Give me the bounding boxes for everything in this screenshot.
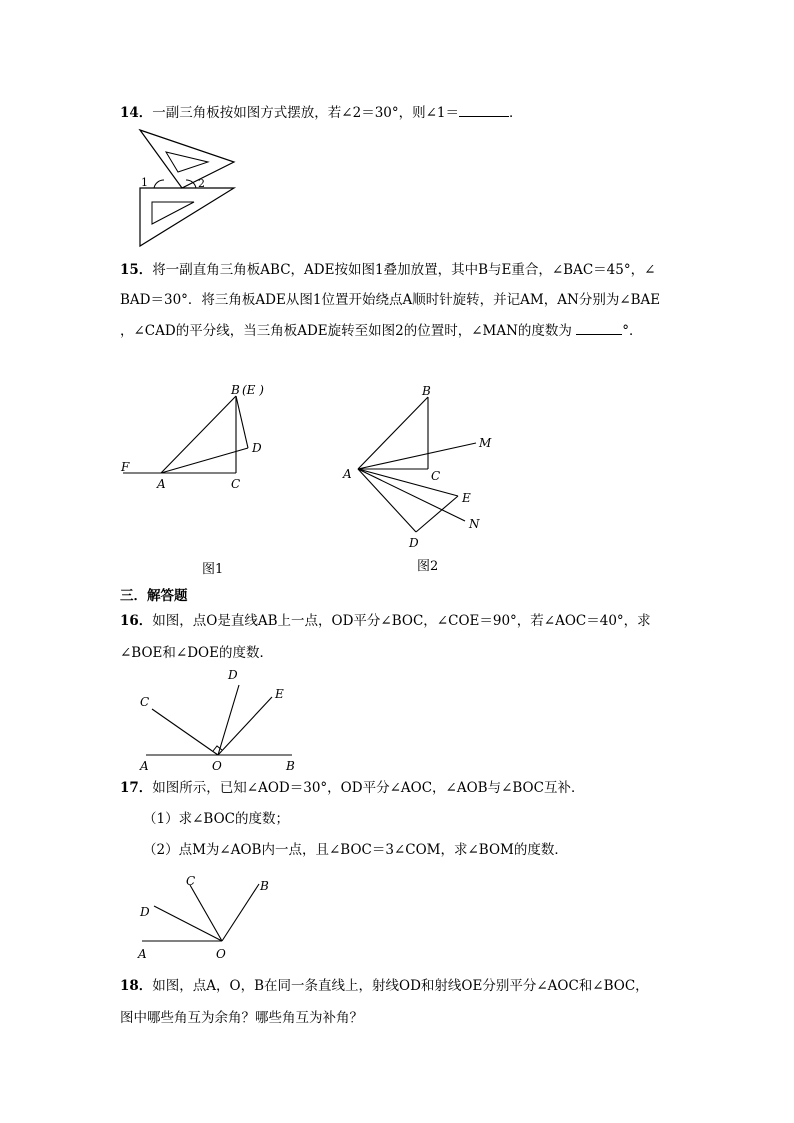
- q15-line2: [120, 291, 660, 309]
- q14-upper-triangle: [140, 130, 234, 188]
- q14-end: ．: [509, 105, 523, 121]
- fig2-label-B: B: [422, 384, 431, 398]
- fig2-label-M: M: [479, 436, 492, 450]
- section-3-title: 三．解答题: [120, 588, 188, 604]
- q15-line1: [120, 261, 655, 279]
- fig2-caption: 图2: [417, 559, 439, 574]
- q14-angle1-arc: [154, 180, 164, 188]
- q16-figure: [132, 664, 307, 776]
- fig2-line-AN: [358, 469, 465, 521]
- fig1-label-E: (E ): [242, 383, 264, 397]
- fig1-caption: 图1: [202, 562, 224, 577]
- q17-text-line1: 如图所示，已知∠AOD＝30°，OD平分∠AOC，∠AOB与∠BOC互补．: [152, 780, 585, 796]
- q16-text-line2: ∠BOE和∠DOE的度数．: [120, 645, 273, 661]
- q17-figure: [132, 868, 282, 964]
- q14-stem: 一副三角板按如图方式摆放，若∠2＝30°，则∠1＝: [152, 105, 460, 121]
- q14-upper-triangle-inner: [166, 152, 208, 172]
- q16-label-C: C: [140, 695, 150, 709]
- q15-line3: [120, 322, 642, 340]
- q16-line-OC: [152, 709, 218, 755]
- q14-answer-blank[interactable]: [459, 104, 509, 117]
- q18-line2: [120, 1009, 363, 1027]
- q18-text-line1: 如图，点A，O，B在同一条直线上，射线OD和射线OE分别平分∠AOC和∠BOC，: [152, 978, 649, 994]
- q16-line-OE: [218, 697, 272, 755]
- q16-label-D: D: [228, 668, 238, 682]
- q16-label-O: O: [212, 759, 222, 773]
- q14-number: 14．: [120, 105, 153, 121]
- q17-label-C: C: [186, 874, 196, 888]
- q16-line1: [120, 612, 651, 630]
- q15-answer-blank[interactable]: [576, 322, 622, 335]
- fig2-label-E: E: [462, 491, 471, 505]
- fig2-line-AE: [358, 469, 458, 496]
- fig1-label-D: D: [252, 441, 262, 455]
- fig2-line-AB: [358, 397, 428, 469]
- q18-text-line2: 图中哪些角互为余角？哪些角互为补角？: [120, 1010, 363, 1026]
- fig2-label-A: A: [343, 467, 352, 481]
- q17-line-OB: [222, 884, 259, 941]
- q14-figure: [130, 128, 240, 250]
- q17-label-B: B: [260, 879, 269, 893]
- q17-label-O: O: [216, 947, 226, 961]
- q16-label-A: A: [140, 759, 149, 773]
- q14-label-1: 1: [141, 176, 148, 189]
- q15-number: 15．: [120, 262, 153, 278]
- fig1-line-BD: [236, 396, 248, 448]
- q14-lower-triangle: [140, 188, 234, 246]
- q18-number: 18．: [120, 978, 153, 994]
- q14-text: [120, 104, 523, 122]
- q15-text-line1: 将一副直角三角板ABC，ADE按如图1叠加放置，其中B与E重合，∠BAC＝45°，∠: [152, 262, 656, 278]
- q17-label-A: A: [138, 947, 147, 961]
- fig1-label-F: F: [121, 460, 130, 474]
- fig1-line-AD: [161, 448, 248, 473]
- fig1-line-AB: [161, 396, 236, 473]
- q15-text-line2: BAD＝30°．将三角板ADE从图1位置开始绕点A顺时针旋转，并记AM，AN分别为∠BAE: [120, 292, 661, 308]
- q14-lower-triangle-inner: [152, 202, 194, 224]
- q17-line1: [120, 779, 584, 797]
- q15-figure2: [338, 380, 508, 580]
- q15-figure1: [115, 380, 285, 580]
- q18-line1: [120, 977, 649, 995]
- q16-number: 16．: [120, 613, 153, 629]
- fig1-label-B: B: [231, 383, 240, 397]
- q17-part2: （2）点M为∠AOB内一点，且∠BOC＝3∠COM，求∠BOM的度数．: [143, 842, 568, 858]
- q17-label-D: D: [140, 905, 150, 919]
- q16-line2: [120, 644, 273, 662]
- q14-label-2: 2: [198, 177, 205, 190]
- fig2-label-N: N: [469, 517, 480, 531]
- q17-number: 17．: [120, 780, 153, 796]
- fig2-label-D: D: [409, 536, 419, 550]
- q15-text-line3b: °．: [622, 323, 643, 339]
- q16-label-E: E: [275, 687, 284, 701]
- q15-text-line3a: ，∠CAD的平分线，当三角板ADE旋转至如图2的位置时，∠MAN的度数为: [120, 323, 572, 339]
- fig2-line-AD: [358, 469, 416, 532]
- q16-label-B: B: [286, 759, 295, 773]
- q16-text-line1: 如图，点O是直线AB上一点，OD平分∠BOC，∠COE＝90°，若∠AOC＝40°，求: [152, 613, 651, 629]
- q17-part1: （1）求∠BOC的度数；: [143, 811, 289, 827]
- fig1-label-A: A: [157, 477, 166, 491]
- fig2-label-C: C: [431, 469, 441, 483]
- fig1-label-C: C: [231, 477, 241, 491]
- fig2-line-AM: [358, 443, 476, 469]
